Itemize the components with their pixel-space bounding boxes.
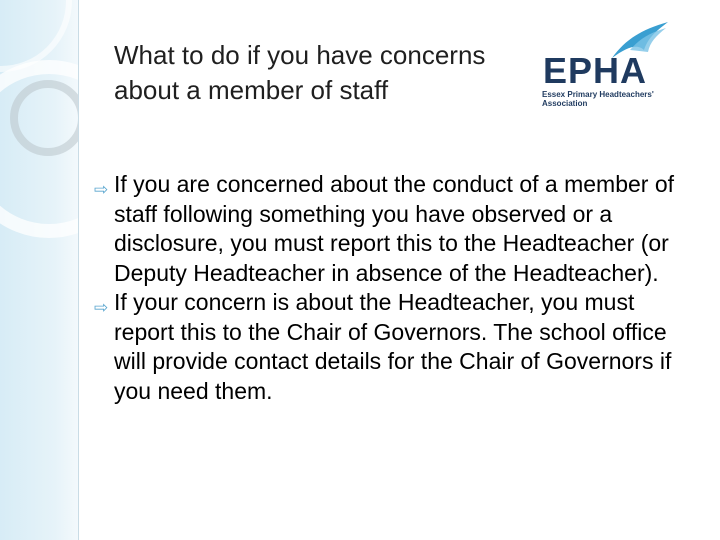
epha-logo — [540, 20, 680, 110]
bullet-text: If your concern is about the Headteacher, you must report this to the Chair of Governors. The school office will provide contact details for the Chair of Governors if you need them. — [114, 289, 672, 404]
decorative-ring — [10, 80, 78, 156]
sidebar-divider — [78, 0, 79, 540]
bullet-item — [96, 288, 696, 406]
logo-subtitle: Essex Primary Headteachers' Association — [542, 90, 654, 108]
bullet-item — [96, 170, 696, 288]
logo-wordmark: EPHA — [543, 50, 648, 91]
slide-title: What to do if you have concerns about a member of staff — [114, 40, 486, 105]
slide-body — [96, 170, 696, 406]
bullet-text: If you are concerned about the conduct of a member of staff following something you have observed or a disclosure, you must report this to the Headteacher (or Deputy Headteacher in absence of the Headteacher). — [114, 171, 675, 286]
decorative-sidebar — [0, 0, 78, 540]
hollow-arrow-bullet-icon: ⇨ — [94, 298, 109, 317]
hollow-arrow-bullet-icon: ⇨ — [94, 180, 109, 199]
